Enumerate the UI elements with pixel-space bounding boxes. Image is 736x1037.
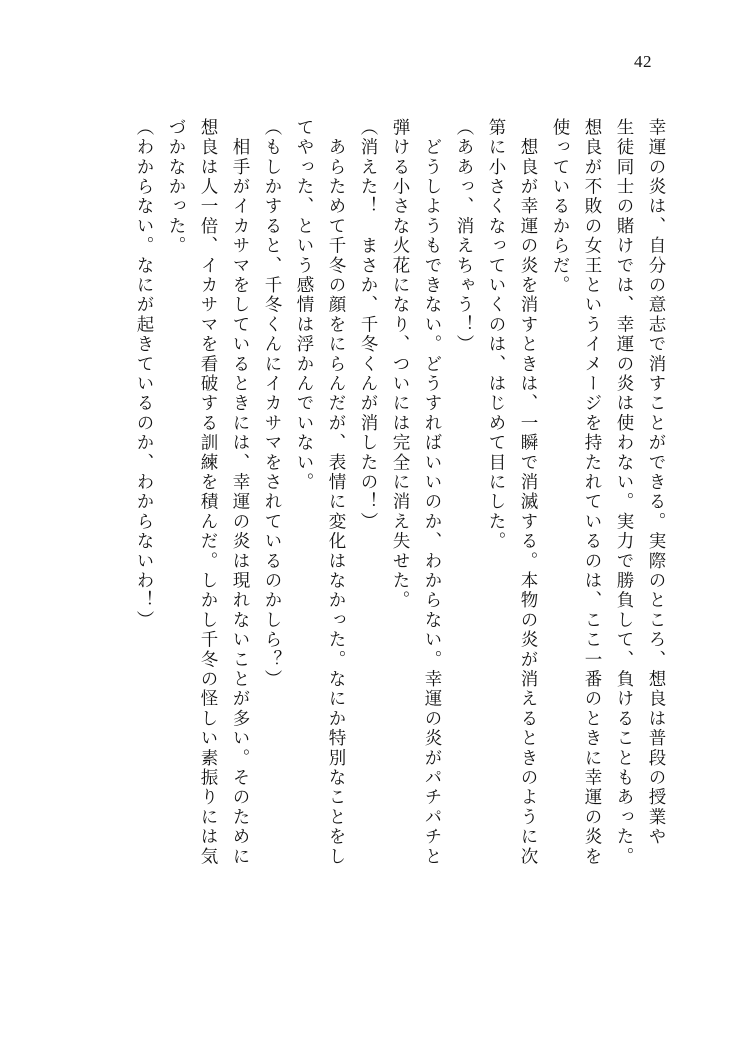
text-line: 想良が幸運の炎を消すときは、一瞬で消滅する。本物の炎が消えるときのように次	[518, 118, 538, 867]
text-line: 想良は人一倍、イカサマを看破する訓練を積んだ。しかし千冬の怪しい素振りには気	[198, 118, 218, 867]
text-line: （消えた！ まさか、千冬くんが消したの！）	[358, 118, 378, 532]
text-line: 第に小さくなっていくのは、はじめて目にした。	[486, 118, 506, 552]
text-line: 幸運の炎は、自分の意志で消すことができる。実際のところ、想良は普段の授業や	[646, 118, 666, 847]
text-line: （わからない。なにが起きているのか、わからないわ！）	[134, 118, 154, 631]
text-line: （ああっ、消えちゃう！）	[454, 118, 474, 355]
text-line: 相手がイカサマをしているときには、幸運の炎は現れないことが多い。そのために	[230, 118, 250, 867]
text-line: 生徒同士の賭けでは、幸運の炎は使わない。実力で勝負して、負けることもあった。	[614, 118, 634, 867]
text-line: （もしかすると、千冬くんにイカサマをされているのかしら？）	[262, 118, 282, 690]
text-line: あらためて千冬の顔をにらんだが、表情に変化はなかった。なにか特別なことをし	[326, 118, 346, 867]
text-line: てやった、という感情は浮かんでいない。	[294, 118, 314, 493]
text-line: 想良が不敗の女王というイメージを持たれているのは、ここ一番のときに幸運の炎を	[582, 118, 602, 867]
text-line: づかなかった。	[166, 118, 186, 256]
text-line: 弾ける小さな火花になり、ついには完全に消え失せた。	[390, 118, 410, 611]
page-number: 42	[634, 52, 652, 71]
vertical-text-body	[58, 118, 664, 978]
text-line: 使っているからだ。	[550, 118, 570, 296]
text-line: どうしようもできない。どうすればいいのか、わからない。幸運の炎がパチパチと	[422, 118, 442, 867]
